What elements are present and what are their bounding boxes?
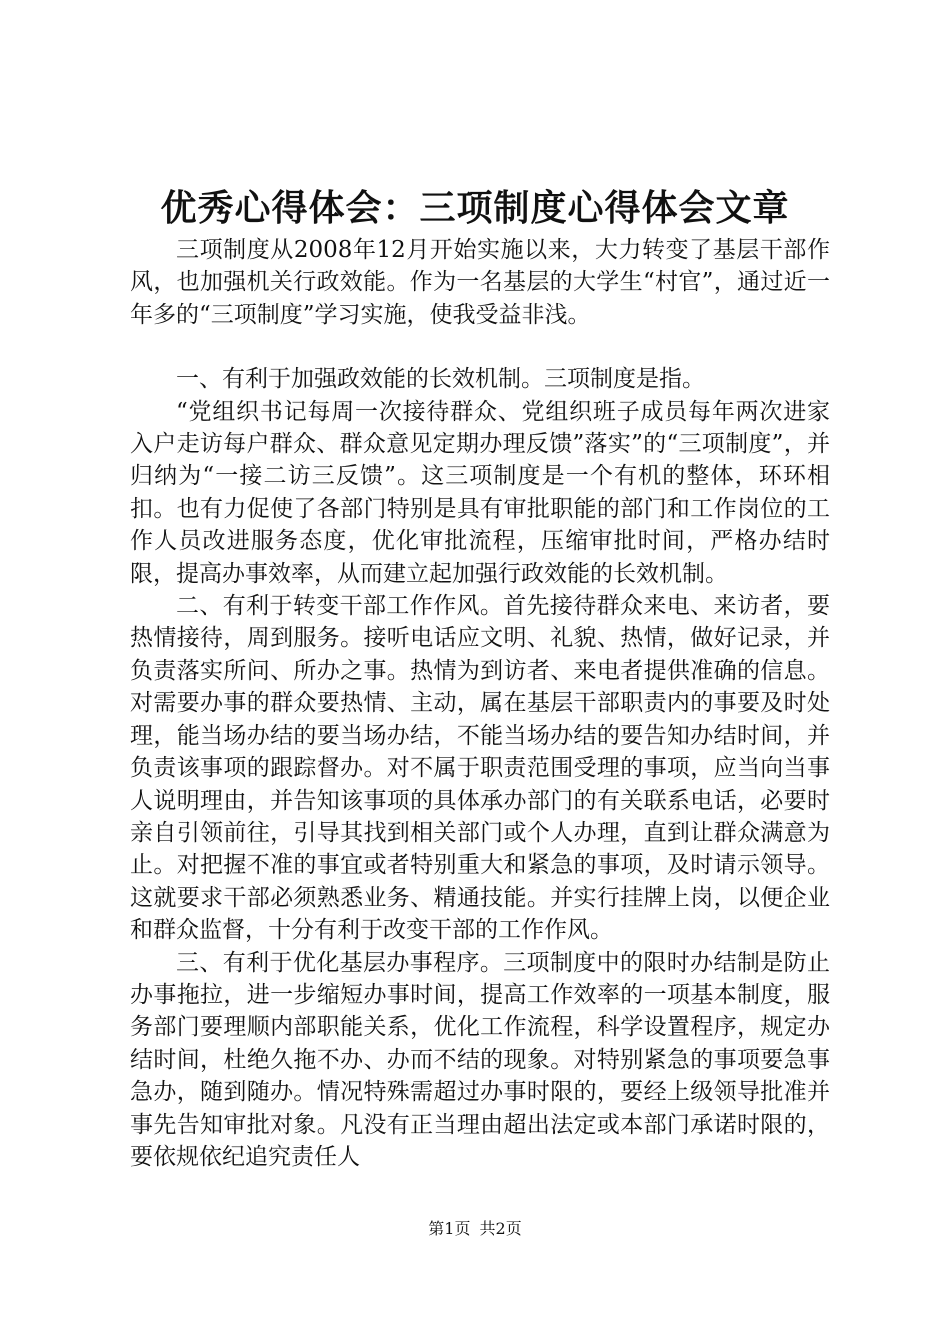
paragraph-section-1-body: “党组织书记每周一次接待群众、党组织班子成员每年两次进家入户走访每户群众、群众意见定期办理反馈”落实”的“三项制度”，并归纳为“一接二访三反馈”。这三项制度是一个有机的整体，环环相扣。也有力促使了各部门特别是具有审批职能的部门和工作岗位的工作人员改进服务态度，优化审批流程，压缩审批时间，严格办结时限，提高办事效率，从而建立起加强行政效能的长效机制。 — [130, 398, 830, 587]
page-title: 优秀心得体会：三项制度心得体会文章 — [160, 187, 790, 229]
page-footer — [0, 1218, 950, 1240]
document-body — [130, 234, 830, 1173]
paragraph-section-2: 二、有利于转变干部工作作风。首先接待群众来电、来访者，要热情接待，周到服务。接听电话应文明、礼貌、热情，做好记录，并负责落实所问、所办之事。热情为到访者、来电者提供准确的信息。对需要办事的群众要热情、主动，属在基层干部职责内的事要及时处理，能当场办结的要当场办结，不能当场办结的要告知办结时间，并负责该事项的跟踪督办。对不属于职责范围受理的事项，应当向当事人说明理由，并告知该事项的具体承办部门的有关联系电话，必要时亲自引领前往，引导其找到相关部门或个人办理，直到让群众满意为止。对把握不准的事宜或者特别重大和紧急的事项，及时请示领导。这就要求干部必须熟悉业务、精通技能。并实行挂牌上岗，以便企业和群众监督，十分有利于改变干部的工作作风。 — [130, 593, 830, 944]
paragraph-section-3: 三、有利于优化基层办事程序。三项制度中的限时办结制是防止办事拖拉，进一步缩短办事时间，提高工作效率的一项基本制度，服务部门要理顺内部职能关系，优化工作流程，科学设置程序，规定办结时间，杜绝久拖不办、办而不结的现象。对特别紧急的事项要急事急办，随到随办。情况特殊需超过办事时限的，要经上级领导批准并事先告知审批对象。凡没有正当理由超出法定或本部门承诺时限的，要依规依纪追究责任人 — [130, 949, 830, 1170]
paragraph-section-1-heading: 一、有利于加强政效能的长效机制。三项制度是指。 — [176, 366, 705, 393]
page-number: 第1页 — [428, 1219, 471, 1238]
page-total: 共2页 — [479, 1219, 522, 1238]
paragraph-intro: 三项制度从2008年12月开始实施以来，大力转变了基层干部作风，也加强机关行政效能。作为一名基层的大学生“村官”，通过近一年多的“三项制度”学习实施，使我受益非浅。 — [130, 237, 830, 328]
